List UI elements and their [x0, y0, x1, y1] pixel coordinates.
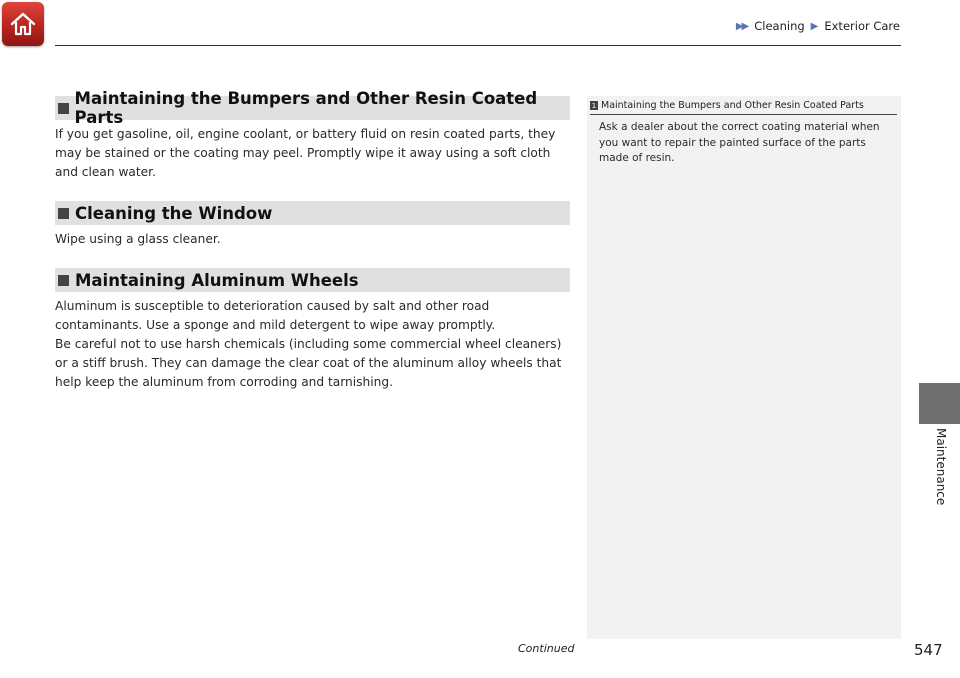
section-heading-text: Maintaining Aluminum Wheels — [75, 270, 359, 290]
section-heading-window — [55, 201, 570, 225]
page-number: 547 — [914, 641, 943, 659]
header-divider — [55, 45, 901, 46]
section-heading-text: Maintaining the Bumpers and Other Resin Coated Parts — [74, 89, 538, 127]
reference-mark-icon: 1 — [591, 101, 597, 110]
sidebar-note-title-row — [590, 100, 897, 115]
sidebar-note-text: Ask a dealer about the correct coating material when you want to repair the painted surface of the parts made of resin. — [599, 121, 880, 164]
paragraph: Wipe using a glass cleaner. — [55, 232, 221, 246]
chapter-tab-label[interactable]: Maintenance — [934, 428, 948, 506]
bullet-square-icon — [58, 208, 69, 219]
section-heading-bumpers — [55, 89, 570, 127]
double-chevron-icon: ▶▶ — [735, 20, 748, 32]
bullet-square-icon — [58, 103, 69, 114]
breadcrumb — [736, 19, 900, 33]
home-button[interactable] — [2, 2, 44, 46]
sidebar-note-panel — [587, 96, 901, 639]
chevron-right-icon: ▶ — [810, 20, 819, 32]
section-body-window — [55, 230, 570, 249]
continued-label: Continued — [518, 642, 575, 655]
breadcrumb-item-exterior-care[interactable]: Exterior Care — [824, 19, 900, 33]
home-icon — [8, 9, 38, 39]
section-heading-wheels — [55, 268, 570, 292]
section-heading-text: Cleaning the Window — [75, 203, 273, 223]
section-body-bumpers — [55, 125, 570, 182]
section-body-wheels — [55, 297, 570, 392]
paragraph: Aluminum is susceptible to deterioration caused by salt and other road contaminants. Use a sponge and mild detergent to wipe away promptly. — [55, 299, 496, 332]
sidebar-note-title: Maintaining the Bumpers and Other Resin Coated Parts — [601, 100, 864, 111]
paragraph: If you get gasoline, oil, engine coolant, or battery fluid on resin coated parts, they may be stained or the coating may peel. Promptly wipe it away using a soft cloth and clean water. — [55, 127, 556, 179]
breadcrumb-item-cleaning[interactable]: Cleaning — [754, 19, 805, 33]
chapter-tab-marker[interactable] — [919, 383, 960, 424]
paragraph: Be careful not to use harsh chemicals (including some commercial wheel cleaners) or a stiff brush. They can damage the clear coat of the aluminum alloy wheels that help keep the aluminum from corroding and tarnishing. — [55, 337, 562, 389]
bullet-square-icon — [58, 275, 69, 286]
